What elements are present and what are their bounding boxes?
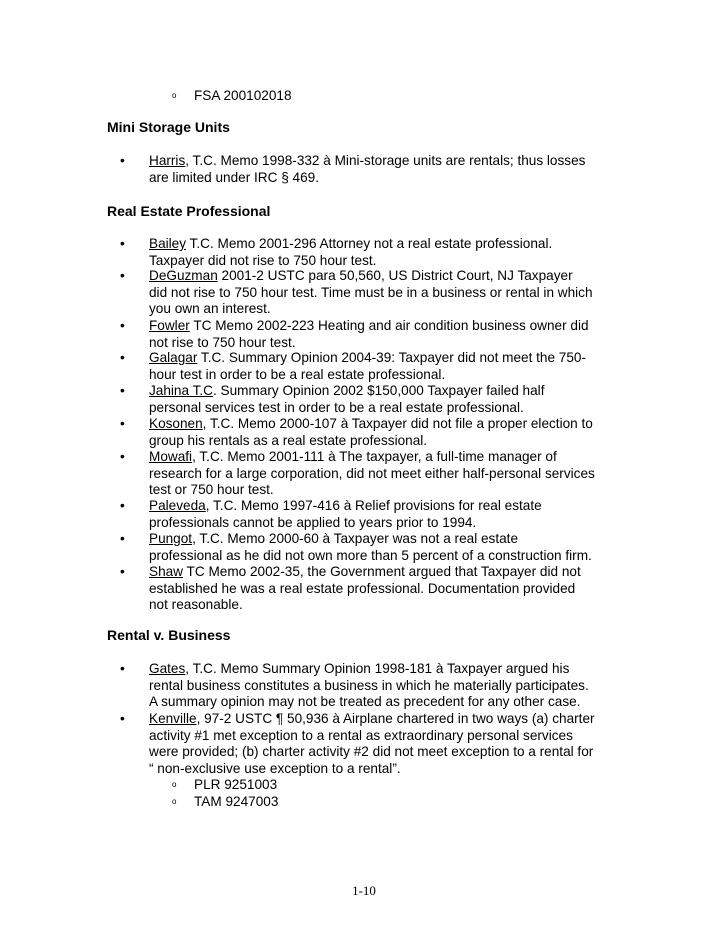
case-name-link[interactable]: Bailey <box>149 236 187 251</box>
item-line: , T.C. Memo 1997-416 à Relief provisions for real estate <box>205 498 542 513</box>
item-line: are limited under IRC § 469. <box>149 169 320 185</box>
bullet-icon: • <box>120 416 125 431</box>
case-name-link[interactable]: Kosonen <box>149 416 203 431</box>
item-line: , T.C. Memo 1998-332 à Mini-storage units are rentals; thus losses <box>185 153 586 168</box>
bullet-icon: • <box>120 236 125 251</box>
item-line: test or 750 hour test. <box>149 482 274 497</box>
bullet-icon: • <box>120 498 125 513</box>
bullet-icon: • <box>120 153 125 168</box>
item-line: personal services test in order to be a real estate professional. <box>149 399 524 415</box>
section-heading-real-estate-professional: Real Estate Professional <box>107 203 271 219</box>
item-line: “ non-exclusive use exception to a rental”. <box>149 760 401 776</box>
item-line: Taxpayer did not rise to 750 hour test. <box>149 252 377 268</box>
item-line: , 97-2 USTC ¶ 50,936 à Airplane chartered in two ways (a) charter <box>196 711 595 726</box>
item-line: TC Memo 2002-35, the Government argued that Taxpayer did not <box>183 564 581 579</box>
case-name-link[interactable]: Shaw <box>149 564 184 579</box>
item-line: , T.C. Memo Summary Opinion 1998-181 à Taxpayer argued his <box>185 661 570 676</box>
item-line: research for a large corporation, did not meet either half-personal services <box>149 465 595 481</box>
item-line: established he was a real estate professional. Documentation provided <box>149 580 576 596</box>
item-line: not reasonable. <box>149 597 243 612</box>
item-line: did not rise to 750 hour test. Time must be in a business or rental in which <box>149 284 593 300</box>
bullet-icon: • <box>120 531 125 546</box>
item-line: TC Memo 2002-223 Heating and air condition business owner did <box>189 318 589 333</box>
sub-bullet-icon: o <box>172 797 177 806</box>
item-line: . Summary Opinion 2002 $150,000 Taxpayer failed half <box>212 383 545 398</box>
sub-bullet-icon: o <box>172 91 177 100</box>
item-line: group his rentals as a real estate professional. <box>149 432 428 448</box>
sub-bullet-icon: o <box>172 780 177 789</box>
item-line: were provided; (b) charter activity #2 did not meet exception to a rental for <box>149 744 594 759</box>
bullet-icon: • <box>120 383 125 398</box>
page-number: 1-10 <box>352 883 376 898</box>
item-line: , T.C. Memo 2000-60 à Taxpayer was not a real estate <box>192 531 519 546</box>
case-name-link[interactable]: Gates <box>149 661 186 676</box>
case-name-link[interactable]: Harris <box>149 153 186 168</box>
item-line: professional as he did not own more than 5 percent of a construction firm. <box>149 547 592 563</box>
case-name-link[interactable]: Pungot <box>149 531 193 546</box>
item-line: , T.C. Memo 2001-111 à The taxpayer, a full-time manager of <box>192 449 557 464</box>
bullet-icon: • <box>120 661 125 676</box>
sub-item-text: TAM 9247003 <box>194 794 279 809</box>
case-name-link[interactable]: Kenville <box>149 711 197 726</box>
case-name-link[interactable]: DeGuzman <box>149 268 218 283</box>
item-line: T.C. Memo 2001-296 Attorney not a real estate professional. <box>186 236 553 251</box>
item-line: professionals cannot be applied to years prior to 1994. <box>149 514 477 530</box>
item-line: you own an interest. <box>149 301 271 316</box>
bullet-icon: • <box>120 350 125 365</box>
item-line: T.C. Summary Opinion 2004-39: Taxpayer did not meet the 750- <box>197 350 587 365</box>
bullet-icon: • <box>120 268 125 283</box>
item-line: A summary opinion may not be treated as precedent for any other case. <box>149 694 581 709</box>
item-line: not rise to 750 hour test. <box>149 334 296 350</box>
case-name-link[interactable]: Fowler <box>149 318 190 333</box>
item-line: 2001-2 USTC para 50,560, US District Court, NJ Taxpayer <box>217 268 573 283</box>
item-line: rental business constitutes a business in which he materially participates. <box>149 677 589 693</box>
bullet-icon: • <box>120 711 125 726</box>
case-name-link[interactable]: Mowafi <box>149 449 193 464</box>
section-heading-rental-v-business: Rental v. Business <box>107 627 231 643</box>
sub-item-text: PLR 9251003 <box>194 777 278 792</box>
item-line: hour test in order to be a real estate professional. <box>149 366 446 382</box>
case-name-link[interactable]: Paleveda <box>149 498 206 513</box>
case-name-link[interactable]: Jahina T.C <box>149 383 213 398</box>
case-name-link[interactable]: Galagar <box>149 350 198 365</box>
sub-item-text: FSA 200102018 <box>194 88 292 103</box>
bullet-icon: • <box>120 449 125 464</box>
item-line: activity #1 met exception to a rental as extraordinary personal services <box>149 727 573 743</box>
section-heading-mini-storage: Mini Storage Units <box>107 119 230 135</box>
bullet-icon: • <box>120 564 125 579</box>
bullet-icon: • <box>120 318 125 333</box>
item-line: , T.C. Memo 2000-107 à Taxpayer did not file a proper election to <box>202 416 593 431</box>
